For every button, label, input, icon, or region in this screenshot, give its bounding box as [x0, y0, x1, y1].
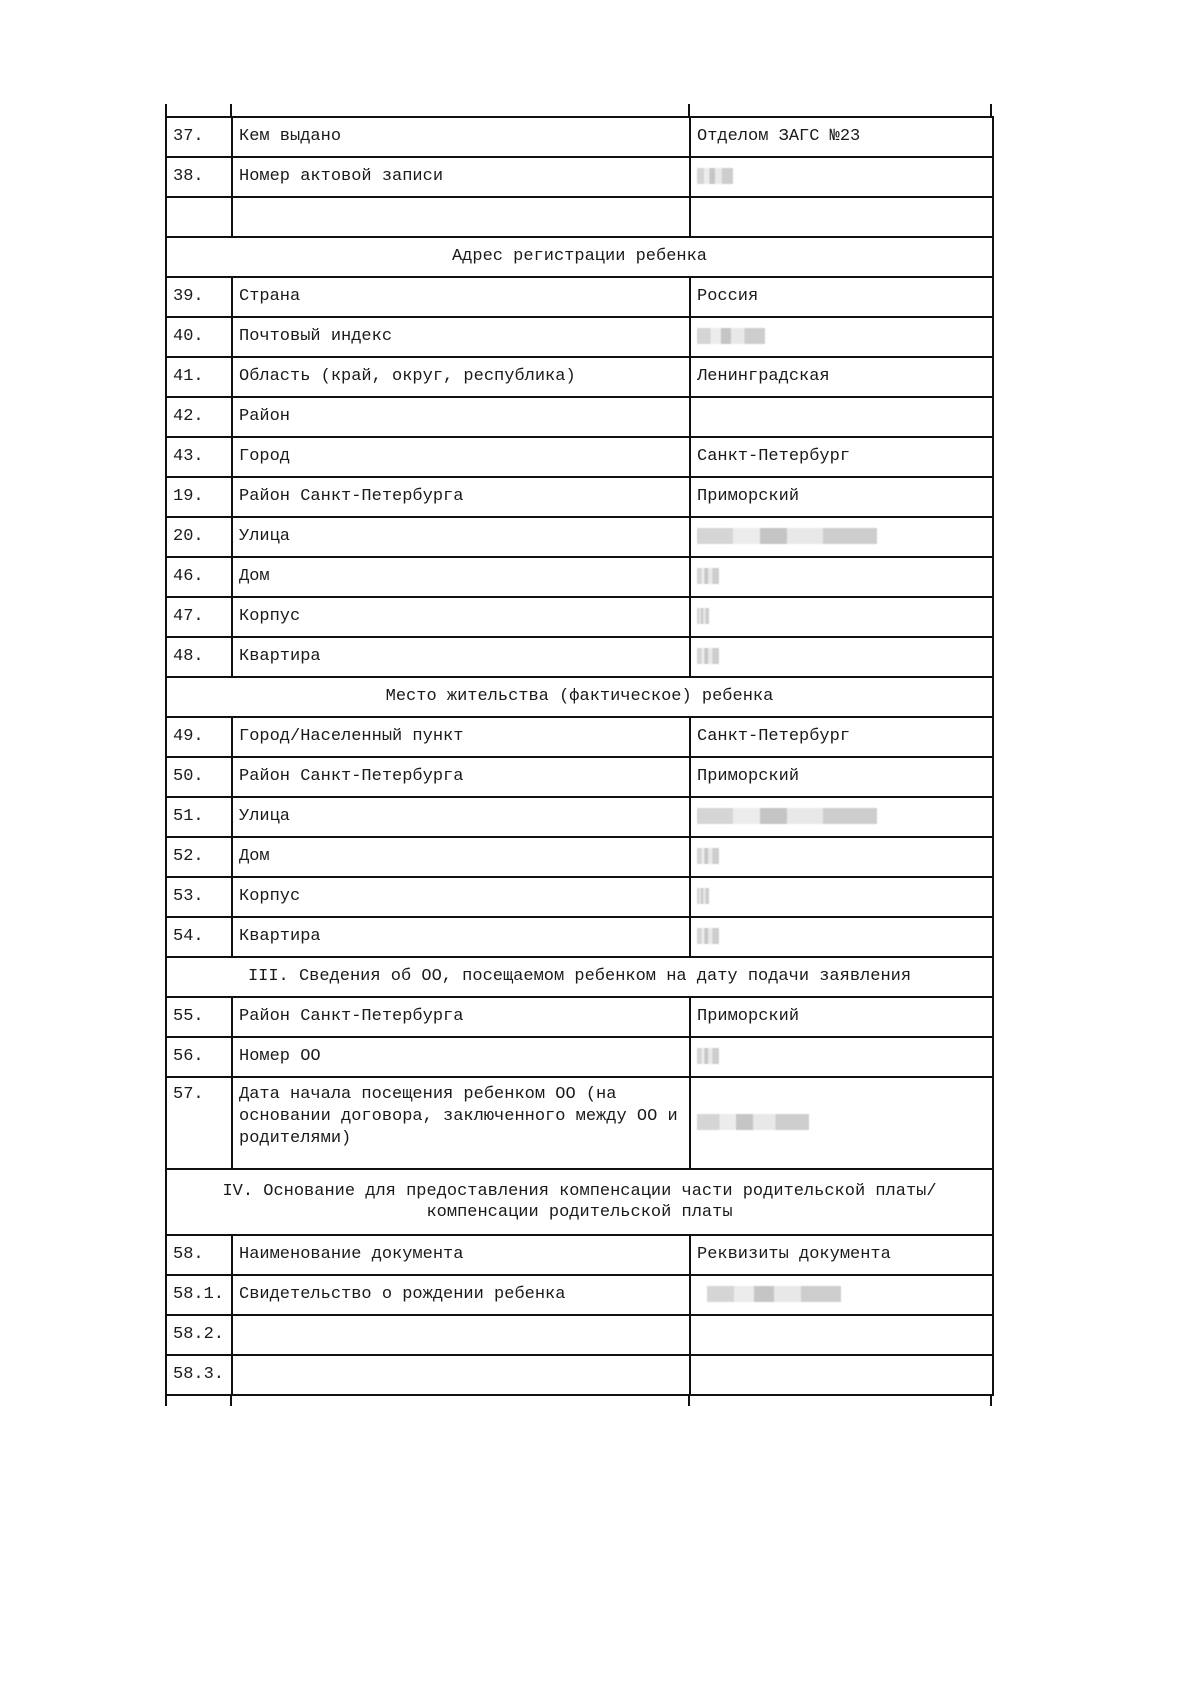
row-label: Улица [232, 797, 690, 837]
row-value [690, 1315, 993, 1355]
row-value: Россия [690, 277, 993, 317]
table-row [166, 277, 993, 317]
section-title-registration-address: Адрес регистрации ребенка [166, 237, 993, 277]
row-label: Район Санкт-Петербурга [232, 997, 690, 1037]
row-value: Санкт-Петербург [690, 717, 993, 757]
row-value [690, 1275, 993, 1315]
table-row [166, 557, 993, 597]
row-number: 42. [166, 397, 232, 437]
table-row [166, 437, 993, 477]
application-form-table [165, 116, 994, 1396]
header-number: 58. [166, 1235, 232, 1275]
row-value: Приморский [690, 757, 993, 797]
table-row [166, 357, 993, 397]
row-number: 47. [166, 597, 232, 637]
table-continuation-top [165, 104, 992, 116]
header-document-name: Наименование документа [232, 1235, 690, 1275]
table-row [166, 157, 993, 197]
row-label [232, 197, 690, 237]
row-value [690, 1037, 993, 1077]
row-label: Город [232, 437, 690, 477]
row-value [690, 597, 993, 637]
row-value [690, 397, 993, 437]
redacted-value [697, 568, 719, 584]
row-number: 58.3. [166, 1355, 232, 1395]
row-number: 57. [166, 1077, 232, 1169]
table-row [166, 477, 993, 517]
redacted-value [697, 528, 877, 544]
section-title-institution: III. Сведения об ОО, посещаемом ребенком на дату подачи заявления [166, 957, 993, 997]
table-row [166, 837, 993, 877]
row-label: Свидетельство о рождении ребенка [232, 1275, 690, 1315]
row-label: Дом [232, 837, 690, 877]
row-value: Санкт-Петербург [690, 437, 993, 477]
row-label: Район [232, 397, 690, 437]
table-row [166, 1315, 993, 1355]
row-label: Корпус [232, 597, 690, 637]
row-number [166, 197, 232, 237]
row-label [232, 1355, 690, 1395]
redacted-value [697, 888, 709, 904]
row-number: 19. [166, 477, 232, 517]
row-value: Приморский [690, 997, 993, 1037]
section-header [166, 677, 993, 717]
table-row [166, 997, 993, 1037]
row-number: 39. [166, 277, 232, 317]
table-row [166, 117, 993, 157]
row-number: 48. [166, 637, 232, 677]
redacted-value [697, 328, 765, 344]
row-label: Область (край, округ, республика) [232, 357, 690, 397]
row-value [690, 877, 993, 917]
row-number: 56. [166, 1037, 232, 1077]
redacted-value [697, 168, 733, 184]
row-number: 55. [166, 997, 232, 1037]
table-row [166, 1077, 993, 1169]
header-document-details: Реквизиты документа [690, 1235, 993, 1275]
row-number: 20. [166, 517, 232, 557]
redacted-value [697, 928, 719, 944]
section-header [166, 1169, 993, 1235]
redacted-value [697, 648, 719, 664]
row-value [690, 1355, 993, 1395]
row-value [690, 517, 993, 557]
row-label: Дом [232, 557, 690, 597]
row-label: Почтовый индекс [232, 317, 690, 357]
section-title-actual-residence: Место жительства (фактическое) ребенка [166, 677, 993, 717]
row-label: Дата начала посещения ребенком ОО (на основании договора, заключенного между ОО и родителями) [232, 1077, 690, 1169]
row-label: Район Санкт-Петербурга [232, 477, 690, 517]
section-title-basis: IV. Основание для предоставления компенсации части родительской платы/компенсации родительской платы [166, 1169, 993, 1235]
row-number: 37. [166, 117, 232, 157]
row-number: 50. [166, 757, 232, 797]
row-label [232, 1315, 690, 1355]
table-row [166, 597, 993, 637]
row-value [690, 797, 993, 837]
table-row [166, 877, 993, 917]
row-label: Кем выдано [232, 117, 690, 157]
row-label: Квартира [232, 637, 690, 677]
row-number: 38. [166, 157, 232, 197]
table-row [166, 1355, 993, 1395]
table-row [166, 797, 993, 837]
table-row [166, 1037, 993, 1077]
table-row-empty [166, 197, 993, 237]
row-number: 51. [166, 797, 232, 837]
row-number: 53. [166, 877, 232, 917]
row-value [690, 837, 993, 877]
row-number: 54. [166, 917, 232, 957]
row-label: Номер ОО [232, 1037, 690, 1077]
row-value: Ленинградская [690, 357, 993, 397]
table-row [166, 1275, 993, 1315]
redacted-value [697, 848, 719, 864]
section-header [166, 237, 993, 277]
redacted-value [707, 1286, 841, 1302]
redacted-value [697, 808, 877, 824]
table-row [166, 917, 993, 957]
row-value: Отделом ЗАГС №23 [690, 117, 993, 157]
row-value [690, 197, 993, 237]
table-continuation-bottom [165, 1394, 992, 1406]
table-row [166, 517, 993, 557]
row-number: 43. [166, 437, 232, 477]
row-value: Приморский [690, 477, 993, 517]
row-number: 58.2. [166, 1315, 232, 1355]
table-row [166, 717, 993, 757]
row-label: Страна [232, 277, 690, 317]
row-value [690, 637, 993, 677]
row-number: 46. [166, 557, 232, 597]
table-header-row [166, 1235, 993, 1275]
redacted-value [697, 1048, 719, 1064]
row-label: Улица [232, 517, 690, 557]
row-value [690, 1077, 993, 1169]
row-number: 58.1. [166, 1275, 232, 1315]
row-number: 52. [166, 837, 232, 877]
table-row [166, 397, 993, 437]
row-value [690, 317, 993, 357]
redacted-value [697, 1114, 809, 1130]
row-value [690, 557, 993, 597]
row-label: Город/Населенный пункт [232, 717, 690, 757]
row-number: 41. [166, 357, 232, 397]
row-number: 40. [166, 317, 232, 357]
section-header [166, 957, 993, 997]
row-value [690, 917, 993, 957]
table-row [166, 757, 993, 797]
table-row [166, 317, 993, 357]
row-value [690, 157, 993, 197]
table-row [166, 637, 993, 677]
row-label: Номер актовой записи [232, 157, 690, 197]
row-label: Корпус [232, 877, 690, 917]
row-label: Квартира [232, 917, 690, 957]
redacted-value [697, 608, 709, 624]
row-number: 49. [166, 717, 232, 757]
row-label: Район Санкт-Петербурга [232, 757, 690, 797]
